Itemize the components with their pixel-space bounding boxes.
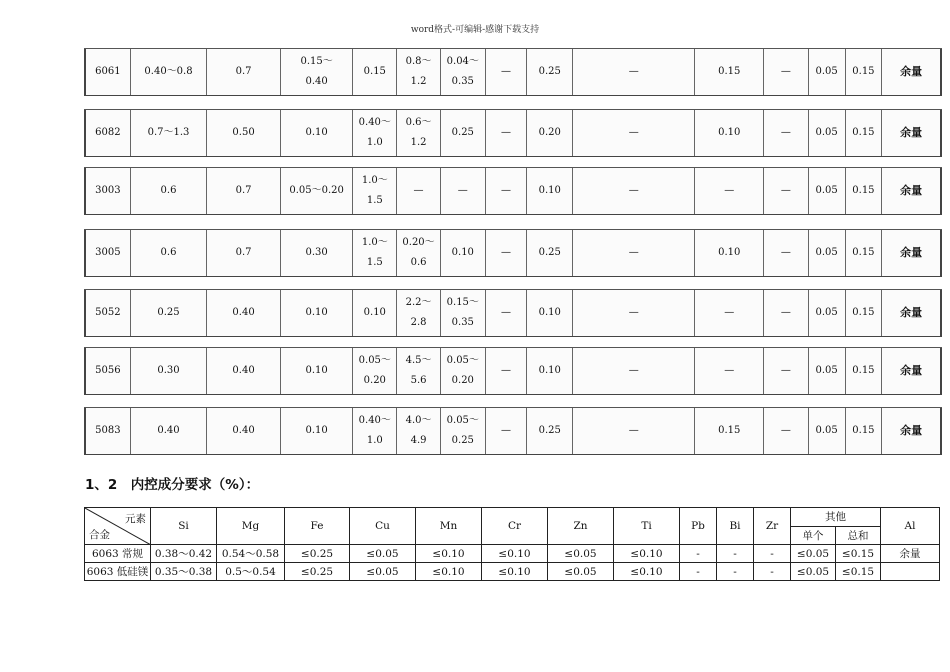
header-other-total: 总和	[836, 526, 881, 545]
cell-text: —	[724, 307, 735, 318]
composition-cell	[280, 168, 353, 214]
cell-text: 0.05～	[446, 415, 479, 426]
composition-cell	[845, 408, 882, 454]
composition-cell	[763, 290, 808, 336]
corner-alloy-label: 合金	[89, 529, 110, 541]
composition-cell	[694, 290, 763, 336]
cell: -	[680, 563, 717, 581]
cell-text: 0.20～	[402, 237, 435, 248]
cell-text: 0.7～1.3	[147, 127, 190, 138]
cell: 0.54～0.58	[217, 545, 285, 563]
cell-text: 0.15	[852, 185, 875, 196]
cell-text: 5052	[95, 307, 121, 318]
cell-text: 0.05～0.20	[289, 185, 344, 196]
cell-text: 0.40	[157, 425, 180, 436]
composition-cell	[808, 290, 845, 336]
composition-cell	[130, 168, 207, 214]
cell: ≤0.10	[482, 545, 548, 563]
cell: 6063 常规	[85, 545, 151, 563]
cell: -	[717, 545, 754, 563]
composition-cell	[130, 110, 207, 156]
cell-text: 0.15	[852, 425, 875, 436]
cell-text: 0.15	[852, 307, 875, 318]
composition-cell	[808, 49, 845, 95]
composition-cell	[845, 49, 882, 95]
cell-text: 0.15	[718, 66, 741, 77]
section-title: 1、2 内控成分要求（%）：	[85, 477, 260, 493]
cell-text: 0.20	[538, 127, 561, 138]
alloy-code	[84, 230, 130, 276]
cell-text: 0.6～	[405, 117, 432, 128]
page-header: word格式-可编辑-感谢下载支持	[410, 25, 540, 35]
cell: ≤0.05	[350, 545, 416, 563]
corner-element-label: 元素	[125, 513, 146, 525]
cell-text: 0.05	[815, 185, 838, 196]
cell-text: 0.35	[451, 76, 474, 87]
cell-text: —	[628, 307, 639, 318]
composition-cell	[280, 408, 353, 454]
cell-text: 6082	[95, 127, 121, 138]
composition-cell	[526, 348, 572, 394]
cell-text: 0.40	[232, 307, 255, 318]
composition-cell	[845, 110, 882, 156]
cell-text: —	[780, 365, 791, 376]
cell-text: 0.15	[852, 127, 875, 138]
composition-cell	[485, 110, 527, 156]
cell-text: —	[780, 307, 791, 318]
composition-cell	[440, 290, 485, 336]
composition-cell	[694, 110, 763, 156]
composition-cell	[352, 348, 396, 394]
cell-text: 0.30	[305, 247, 328, 258]
composition-cell	[526, 408, 572, 454]
header-mn: Mn	[416, 508, 482, 545]
cell-text: 0.40～	[358, 415, 391, 426]
cell-text: 3003	[95, 185, 121, 196]
cell-text: 0.15	[718, 425, 741, 436]
composition-cell	[440, 348, 485, 394]
composition-cell	[572, 230, 694, 276]
composition-cell	[485, 290, 527, 336]
cell: ≤0.05	[350, 563, 416, 581]
cell: ≤0.10	[614, 545, 680, 563]
cell-text: —	[501, 307, 512, 318]
cell-text: 余量	[900, 126, 923, 139]
cell-text: 0.40	[305, 76, 328, 87]
cell-text: —	[628, 127, 639, 138]
composition-cell	[526, 230, 572, 276]
cell-text: 余量	[900, 306, 923, 319]
cell-text: 4.9	[410, 435, 427, 446]
composition-cell	[440, 168, 485, 214]
cell-text: 0.05～	[446, 355, 479, 366]
cell-text: 0.10	[538, 185, 561, 196]
table-row	[85, 563, 940, 581]
cell-text: 0.25	[157, 307, 180, 318]
cell-text: —	[457, 185, 468, 196]
composition-cell	[808, 168, 845, 214]
composition-cell	[485, 49, 527, 95]
composition-cell	[763, 230, 808, 276]
alloy-code	[84, 110, 130, 156]
composition-cell	[808, 110, 845, 156]
cell-text: —	[724, 185, 735, 196]
alloy-code	[84, 168, 130, 214]
cell-text: 0.7	[235, 247, 252, 258]
alloy-row-5056	[84, 347, 942, 395]
cell-text: 0.25	[451, 127, 474, 138]
cell-text: 0.10	[718, 127, 741, 138]
cell-text: —	[501, 425, 512, 436]
composition-cell	[526, 290, 572, 336]
composition-cell	[352, 408, 396, 454]
cell: ≤0.05	[791, 563, 836, 581]
cell-text: 5056	[95, 365, 121, 376]
composition-cell	[280, 348, 353, 394]
cell-text: 余量	[900, 424, 923, 437]
composition-cell	[485, 168, 527, 214]
composition-cell	[572, 290, 694, 336]
cell: ≤0.05	[548, 545, 614, 563]
composition-cell	[572, 348, 694, 394]
composition-cell	[763, 49, 808, 95]
header-cr: Cr	[482, 508, 548, 545]
composition-cell	[763, 110, 808, 156]
composition-cell	[572, 49, 694, 95]
cell-text: —	[501, 247, 512, 258]
composition-cell	[694, 168, 763, 214]
cell: -	[717, 563, 754, 581]
composition-cell	[845, 348, 882, 394]
cell-text: 0.20	[363, 375, 386, 386]
composition-cell	[280, 290, 353, 336]
cell: ≤0.25	[285, 545, 350, 563]
cell-text: 1.0	[366, 137, 383, 148]
alloy-row-3003	[84, 167, 942, 215]
composition-cell	[396, 290, 440, 336]
cell-text: 0.25	[538, 425, 561, 436]
composition-cell	[881, 290, 942, 336]
internal-control-table	[84, 507, 940, 581]
composition-cell	[280, 230, 353, 276]
header-other-single: 单个	[791, 526, 836, 545]
composition-cell	[440, 110, 485, 156]
composition-cell	[206, 168, 280, 214]
composition-cell	[206, 290, 280, 336]
alloy-row-5083	[84, 407, 942, 455]
composition-cell	[763, 348, 808, 394]
cell: ≤0.05	[548, 563, 614, 581]
cell	[881, 563, 940, 581]
alloy-code	[84, 290, 130, 336]
composition-cell	[763, 168, 808, 214]
cell: ≤0.15	[836, 563, 881, 581]
cell-text: 余量	[900, 364, 923, 377]
cell: -	[754, 563, 791, 581]
cell-text: 0.8～	[405, 56, 432, 67]
header-zr: Zr	[754, 508, 791, 545]
cell-text: 0.05	[815, 127, 838, 138]
composition-cell	[206, 49, 280, 95]
alloy-code	[84, 348, 130, 394]
composition-cell	[352, 290, 396, 336]
cell-text: 0.10	[305, 307, 328, 318]
cell-text: 2.2～	[405, 297, 432, 308]
composition-cell	[396, 168, 440, 214]
cell-text: 0.05～	[358, 355, 391, 366]
cell-text: 0.10	[538, 365, 561, 376]
composition-cell	[352, 110, 396, 156]
corner-header-cell	[85, 508, 151, 545]
composition-cell	[130, 348, 207, 394]
cell-text: 0.05	[815, 365, 838, 376]
composition-cell	[130, 290, 207, 336]
cell-text: —	[780, 185, 791, 196]
cell: 6063 低硅镁	[85, 563, 151, 581]
alloy-row-6061	[84, 48, 942, 96]
cell-text: 0.40	[232, 425, 255, 436]
cell: ≤0.15	[836, 545, 881, 563]
composition-cell	[352, 230, 396, 276]
alloy-code	[84, 408, 130, 454]
cell-text: 0.10	[363, 307, 386, 318]
cell-text: 0.10	[718, 247, 741, 258]
cell-text: —	[628, 425, 639, 436]
composition-cell	[808, 408, 845, 454]
cell-text: 0.40～	[358, 117, 391, 128]
cell-text: 1.0～	[361, 237, 388, 248]
composition-cell	[881, 348, 942, 394]
composition-cell	[206, 230, 280, 276]
cell-text: 0.30	[157, 365, 180, 376]
cell-text: 余量	[900, 246, 923, 259]
composition-cell	[352, 168, 396, 214]
composition-cell	[440, 408, 485, 454]
composition-cell	[485, 408, 527, 454]
header-fe: Fe	[285, 508, 350, 545]
header-other: 其他	[791, 508, 881, 527]
composition-cell	[572, 168, 694, 214]
cell-text: —	[413, 185, 424, 196]
cell-text: 0.05	[815, 66, 838, 77]
cell-text: 3005	[95, 247, 121, 258]
cell-text: 0.05	[815, 307, 838, 318]
cell-text: —	[780, 127, 791, 138]
cell: ≤0.10	[482, 563, 548, 581]
composition-cell	[572, 408, 694, 454]
cell-text: 余量	[900, 184, 923, 197]
cell: 余量	[881, 545, 940, 563]
alloy-row-6082	[84, 109, 942, 157]
cell-text: —	[501, 185, 512, 196]
header-cu: Cu	[350, 508, 416, 545]
cell: 0.38～0.42	[151, 545, 217, 563]
cell: ≤0.10	[614, 563, 680, 581]
cell-text: 0.20	[451, 375, 474, 386]
cell-text: 5083	[95, 425, 121, 436]
composition-cell	[485, 230, 527, 276]
cell-text: —	[501, 365, 512, 376]
cell-text: 4.0～	[405, 415, 432, 426]
composition-cell	[694, 408, 763, 454]
cell-text: 1.0～	[361, 175, 388, 186]
cell-text: 0.10	[538, 307, 561, 318]
composition-cell	[280, 110, 353, 156]
cell-text: 0.15	[852, 247, 875, 258]
composition-cell	[526, 49, 572, 95]
composition-cell	[694, 49, 763, 95]
alloy-row-5052	[84, 289, 942, 337]
cell-text: 0.04～	[446, 56, 479, 67]
cell-text: 0.15	[852, 66, 875, 77]
composition-cell	[130, 408, 207, 454]
composition-cell	[694, 348, 763, 394]
cell: ≤0.25	[285, 563, 350, 581]
composition-cell	[572, 110, 694, 156]
composition-cell	[440, 230, 485, 276]
cell-text: 0.6	[410, 257, 427, 268]
composition-cell	[130, 230, 207, 276]
header-al: Al	[881, 508, 940, 545]
cell-text: 0.6	[160, 185, 177, 196]
composition-cell	[526, 168, 572, 214]
cell-text: 0.7	[235, 185, 252, 196]
alloy-code	[84, 49, 130, 95]
composition-cell	[206, 408, 280, 454]
composition-cell	[396, 230, 440, 276]
composition-cell	[881, 230, 942, 276]
cell: -	[754, 545, 791, 563]
composition-cell	[130, 49, 207, 95]
composition-cell	[763, 408, 808, 454]
cell-text: 5.6	[410, 375, 427, 386]
cell: ≤0.10	[416, 545, 482, 563]
composition-cell	[526, 110, 572, 156]
table-row	[85, 545, 940, 563]
composition-cell	[396, 49, 440, 95]
cell-text: 0.25	[451, 435, 474, 446]
cell-text: 0.7	[235, 66, 252, 77]
cell-text: 0.6	[160, 247, 177, 258]
composition-cell	[396, 408, 440, 454]
composition-cell	[845, 290, 882, 336]
cell-text: 1.5	[366, 257, 383, 268]
cell-text: 1.0	[366, 435, 383, 446]
cell-text: 4.5～	[405, 355, 432, 366]
cell: 0.35～0.38	[151, 563, 217, 581]
composition-cell	[881, 168, 942, 214]
composition-cell	[881, 408, 942, 454]
header-zn: Zn	[548, 508, 614, 545]
cell-text: 1.5	[366, 195, 383, 206]
cell-text: 0.10	[305, 425, 328, 436]
cell-text: —	[780, 247, 791, 258]
cell-text: 0.50	[232, 127, 255, 138]
composition-cell	[881, 49, 942, 95]
cell-text: 1.2	[410, 137, 427, 148]
cell-text: 0.40～0.8	[144, 66, 193, 77]
cell-text: 6061	[95, 66, 121, 77]
composition-cell	[845, 168, 882, 214]
cell-text: 0.05	[815, 247, 838, 258]
cell-text: 0.15～	[446, 297, 479, 308]
composition-cell	[280, 49, 353, 95]
composition-cell	[808, 348, 845, 394]
composition-cell	[485, 348, 527, 394]
cell-text: —	[628, 185, 639, 196]
header-pb: Pb	[680, 508, 717, 545]
header-ti: Ti	[614, 508, 680, 545]
cell-text: —	[501, 127, 512, 138]
composition-cell	[845, 230, 882, 276]
cell: 0.5～0.54	[217, 563, 285, 581]
cell-text: 0.35	[451, 317, 474, 328]
cell-text: 1.2	[410, 76, 427, 87]
cell-text: 0.10	[305, 127, 328, 138]
header-mg: Mg	[217, 508, 285, 545]
cell: -	[680, 545, 717, 563]
cell-text: 0.25	[538, 247, 561, 258]
cell-text: 余量	[900, 65, 923, 78]
composition-cell	[206, 110, 280, 156]
composition-cell	[206, 348, 280, 394]
composition-cell	[396, 110, 440, 156]
composition-cell	[396, 348, 440, 394]
cell-text: —	[724, 365, 735, 376]
cell-text: 0.40	[232, 365, 255, 376]
cell-text: 0.05	[815, 425, 838, 436]
composition-cell	[440, 49, 485, 95]
cell-text: —	[628, 247, 639, 258]
cell-text: —	[501, 66, 512, 77]
cell-text: —	[628, 365, 639, 376]
header-si: Si	[151, 508, 217, 545]
cell-text: 0.15	[852, 365, 875, 376]
composition-cell	[881, 110, 942, 156]
composition-cell	[352, 49, 396, 95]
cell-text: 0.15～	[300, 56, 333, 67]
cell: ≤0.05	[791, 545, 836, 563]
cell-text: 0.15	[363, 66, 386, 77]
cell-text: —	[780, 66, 791, 77]
cell: ≤0.10	[416, 563, 482, 581]
cell-text: —	[628, 66, 639, 77]
alloy-row-3005	[84, 229, 942, 277]
header-bi: Bi	[717, 508, 754, 545]
cell-text: 0.25	[538, 66, 561, 77]
composition-cell	[808, 230, 845, 276]
cell-text: —	[780, 425, 791, 436]
cell-text: 0.10	[451, 247, 474, 258]
cell-text: 0.10	[305, 365, 328, 376]
composition-cell	[694, 230, 763, 276]
cell-text: 2.8	[410, 317, 427, 328]
